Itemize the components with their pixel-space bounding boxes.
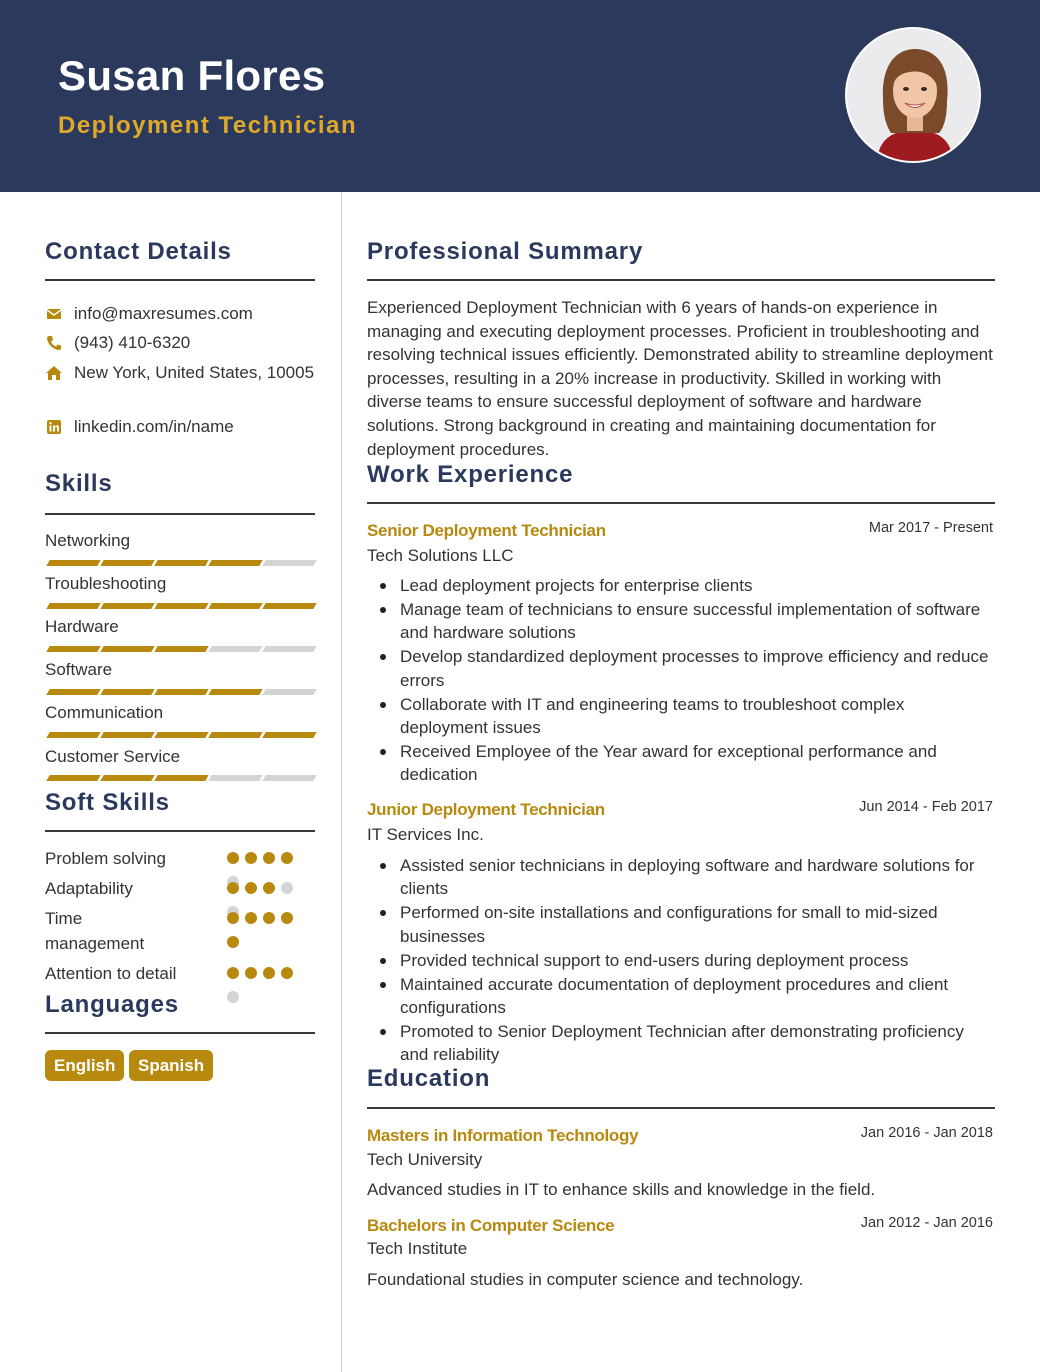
job-date: Jun 2014 - Feb 2017 bbox=[859, 799, 993, 815]
skill-segment-filled bbox=[154, 646, 208, 652]
skills-section-title: Skills bbox=[45, 470, 113, 497]
contact-address-text: New York, United States, 10005 bbox=[74, 363, 315, 382]
language-badge: Spanish bbox=[129, 1050, 213, 1081]
skill-segment-filled bbox=[100, 603, 154, 609]
rating-dot-filled bbox=[263, 882, 275, 894]
home-icon bbox=[45, 364, 63, 382]
skill-segment-filled bbox=[262, 603, 316, 609]
skill-segment-filled bbox=[46, 732, 100, 738]
summary-section-title: Professional Summary bbox=[367, 238, 644, 265]
skill-rating-bar bbox=[45, 689, 315, 695]
job-bullet: Promoted to Senior Deployment Technician after demonstrating proficiency and reliability bbox=[400, 1020, 996, 1067]
languages-section-rule bbox=[45, 1032, 315, 1034]
skill-segment-filled bbox=[100, 775, 154, 781]
skill-name: Troubleshooting bbox=[45, 574, 167, 593]
language-badge: English bbox=[45, 1050, 124, 1081]
rating-dot-empty bbox=[281, 882, 293, 894]
skill-segment-filled bbox=[46, 646, 100, 652]
job-title: Junior Deployment Technician bbox=[367, 800, 605, 819]
job-bullets bbox=[400, 574, 996, 787]
skill-segment-filled bbox=[208, 732, 262, 738]
skill-rating-bar bbox=[45, 646, 315, 652]
education-degree: Bachelors in Computer Science bbox=[367, 1216, 615, 1235]
rating-dot-filled bbox=[245, 967, 257, 979]
contact-linkedin-text: linkedin.com/in/name bbox=[74, 417, 234, 436]
skill-rating-bar bbox=[45, 603, 315, 609]
soft-skill-name: Adaptability bbox=[45, 879, 133, 898]
rating-dot-filled bbox=[263, 912, 275, 924]
education-date: Jan 2016 - Jan 2018 bbox=[860, 1125, 993, 1141]
rating-dot-filled bbox=[227, 936, 239, 948]
job-bullet: Manage team of technicians to ensure successful implementation of software and hardware solutions bbox=[400, 598, 996, 645]
job-bullet: Lead deployment projects for enterprise clients bbox=[400, 574, 996, 597]
job-bullet: Collaborate with IT and engineering teams to troubleshoot complex deployment issues bbox=[400, 693, 996, 740]
job-company: IT Services Inc. bbox=[367, 825, 484, 844]
job-bullet: Assisted senior technicians in deploying software and hardware solutions for clients bbox=[400, 854, 996, 901]
skill-segment-filled bbox=[100, 560, 154, 566]
resume-header bbox=[0, 0, 1040, 192]
languages-section-title: Languages bbox=[45, 991, 179, 1018]
job-company: Tech Solutions LLC bbox=[367, 546, 514, 565]
skill-segment-filled bbox=[154, 689, 208, 695]
skill-rating-bar bbox=[45, 775, 315, 781]
skill-name: Customer Service bbox=[45, 747, 181, 766]
skill-segment-filled bbox=[100, 689, 154, 695]
rating-dot-filled bbox=[245, 912, 257, 924]
summary-text: Experienced Deployment Technician with 6 years of hands-on experience in managing and executing deployment processes. Proficient in troubleshooting and resolving technical issues efficiently. Demonstrated ability to streamline deployment processes, resulting in a 20% increase in productivity. Skilled in working with diverse teams to ensure successful deployment of software and hardware solutions. Strong background in creating and maintaining documentation for deployment procedures. bbox=[367, 298, 993, 459]
contact-section-title: Contact Details bbox=[45, 238, 232, 265]
education-description: Advanced studies in IT to enhance skills and knowledge in the field. bbox=[367, 1180, 876, 1199]
education-degree: Masters in Information Technology bbox=[367, 1126, 639, 1145]
rating-dot-filled bbox=[281, 912, 293, 924]
skill-segment-filled bbox=[262, 732, 316, 738]
skill-segment-filled bbox=[154, 775, 208, 781]
job-bullet: Maintained accurate documentation of deployment procedures and client configurations bbox=[400, 973, 996, 1020]
column-divider bbox=[341, 192, 342, 1372]
skill-segment-empty bbox=[262, 646, 316, 652]
rating-dot-filled bbox=[245, 852, 257, 864]
skill-segment-empty bbox=[262, 689, 316, 695]
rating-dot-filled bbox=[227, 852, 239, 864]
skill-name: Communication bbox=[45, 703, 164, 722]
job-bullets bbox=[400, 854, 996, 1067]
rating-dot-empty bbox=[227, 991, 239, 1003]
skill-rating-bar bbox=[45, 732, 315, 738]
skill-rating-bar bbox=[45, 560, 315, 566]
phone-icon bbox=[45, 334, 63, 352]
contact-phone-text: (943) 410-6320 bbox=[74, 333, 191, 352]
job-bullet: Develop standardized deployment processes to improve efficiency and reduce errors bbox=[400, 645, 996, 692]
skill-segment-filled bbox=[46, 603, 100, 609]
skill-segment-filled bbox=[100, 732, 154, 738]
job-title: Senior Deployment Technician bbox=[367, 521, 606, 540]
soft-skill-name: Time management bbox=[45, 909, 145, 953]
soft-skills-section-title: Soft Skills bbox=[45, 789, 170, 816]
skill-segment-empty bbox=[262, 775, 316, 781]
education-description: Foundational studies in computer science and technology. bbox=[367, 1270, 804, 1289]
contact-email-text: info@maxresumes.com bbox=[74, 304, 253, 323]
education-school: Tech University bbox=[367, 1150, 483, 1169]
skills-section-rule bbox=[45, 513, 315, 515]
skill-name: Software bbox=[45, 660, 113, 679]
skill-name: Networking bbox=[45, 531, 131, 550]
rating-dot-filled bbox=[245, 882, 257, 894]
envelope-icon bbox=[45, 305, 63, 323]
skill-segment-filled bbox=[154, 732, 208, 738]
education-section-rule bbox=[367, 1107, 995, 1109]
portrait-illustration bbox=[847, 29, 981, 163]
skill-segment-empty bbox=[262, 560, 316, 566]
experience-section-title: Work Experience bbox=[367, 461, 574, 488]
skill-segment-filled bbox=[208, 603, 262, 609]
skill-segment-filled bbox=[208, 689, 262, 695]
education-school: Tech Institute bbox=[367, 1239, 468, 1258]
soft-skill-name: Attention to detail bbox=[45, 964, 177, 983]
experience-section-rule bbox=[367, 502, 995, 504]
rating-dot-filled bbox=[263, 852, 275, 864]
skill-segment-filled bbox=[154, 603, 208, 609]
skill-segment-filled bbox=[46, 560, 100, 566]
education-section-title: Education bbox=[367, 1065, 491, 1092]
rating-dot-filled bbox=[227, 882, 239, 894]
portrait-photo bbox=[845, 27, 981, 163]
rating-dot-filled bbox=[281, 852, 293, 864]
skill-segment-filled bbox=[46, 689, 100, 695]
skill-segment-empty bbox=[208, 775, 262, 781]
rating-dot-filled bbox=[227, 967, 239, 979]
job-date: Mar 2017 - Present bbox=[868, 520, 993, 536]
rating-dot-filled bbox=[227, 912, 239, 924]
job-bullet: Received Employee of the Year award for exceptional performance and dedication bbox=[400, 740, 996, 787]
candidate-name: Susan Flores bbox=[58, 52, 326, 99]
candidate-title: Deployment Technician bbox=[58, 112, 358, 139]
linkedin-icon bbox=[45, 418, 63, 436]
skill-segment-filled bbox=[46, 775, 100, 781]
skill-segment-filled bbox=[100, 646, 154, 652]
skill-segment-filled bbox=[154, 560, 208, 566]
soft-skill-name: Problem solving bbox=[45, 849, 166, 868]
skill-name: Hardware bbox=[45, 617, 119, 636]
skill-segment-filled bbox=[208, 560, 262, 566]
skill-segment-empty bbox=[208, 646, 262, 652]
rating-dot-filled bbox=[263, 967, 275, 979]
education-date: Jan 2012 - Jan 2016 bbox=[860, 1215, 993, 1231]
job-bullet: Provided technical support to end-users during deployment process bbox=[400, 949, 996, 972]
soft-skills-section-rule bbox=[45, 830, 315, 832]
summary-section-rule bbox=[367, 279, 995, 281]
contact-section-rule bbox=[45, 279, 315, 281]
job-bullet: Performed on-site installations and configurations for small to mid-sized businesses bbox=[400, 901, 996, 948]
rating-dot-filled bbox=[281, 967, 293, 979]
